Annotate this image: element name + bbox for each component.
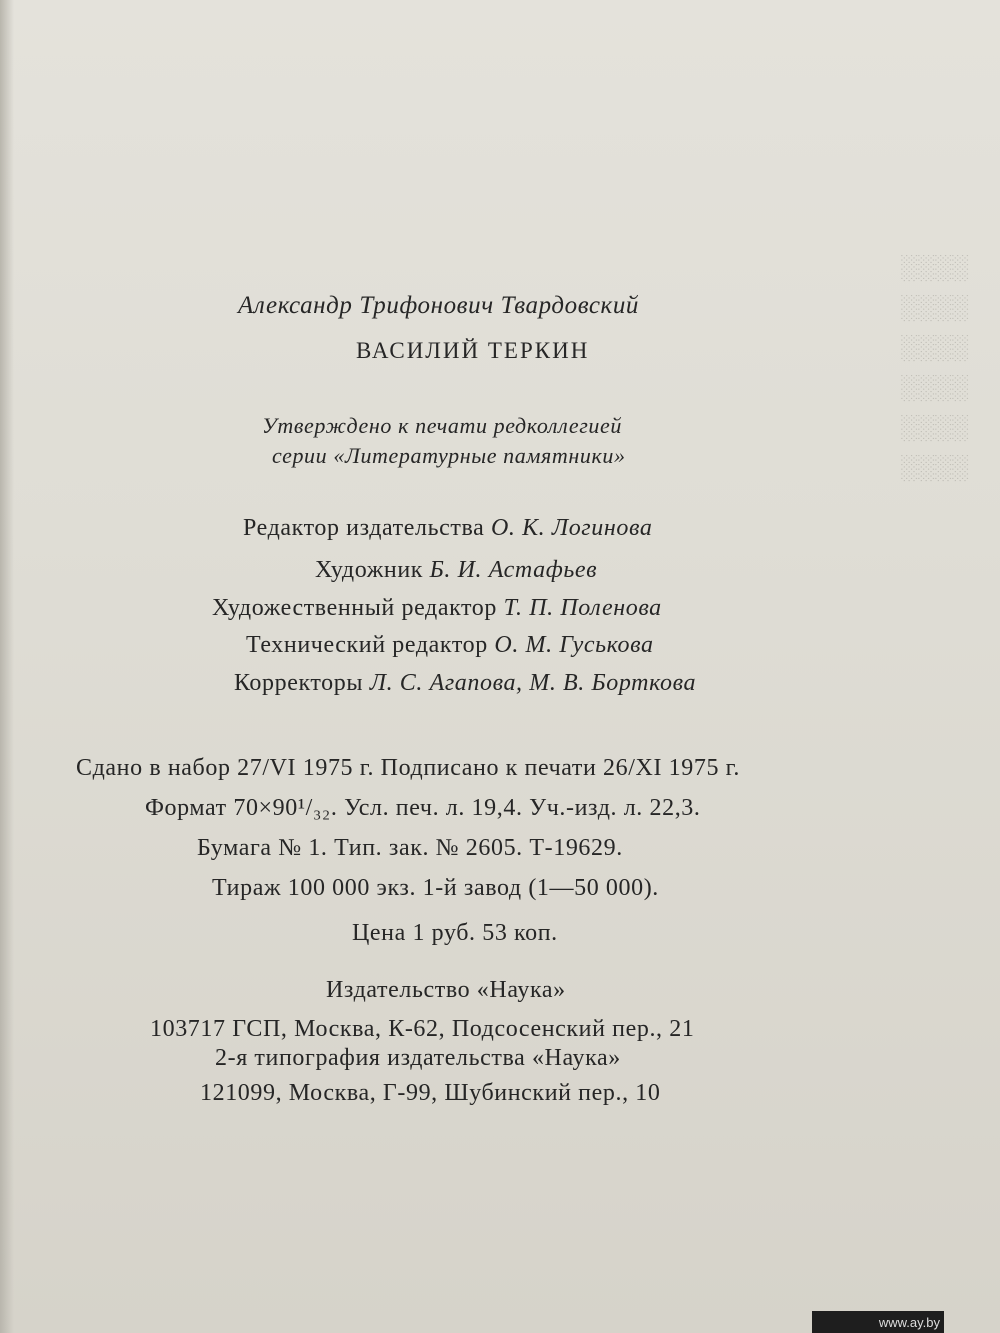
credit-line [212, 595, 662, 622]
credit-line [246, 632, 654, 659]
author-name: Александр Трифонович Твардовский [238, 292, 640, 319]
credit-name: Т. П. Поленова [503, 595, 662, 621]
credit-role: Редактор издательства [243, 515, 485, 541]
credit-name: Б. И. Астафьев [429, 557, 598, 583]
imprint-line-1: Сдано в набор 27/VI 1975 г. Подписано к печати 26/XI 1975 г. [76, 755, 740, 781]
credit-line [234, 670, 696, 697]
show-through-text: ░░░░ [900, 455, 969, 481]
imprint-line-2: Формат 70×90¹/₃₂. Усл. печ. л. 19,4. Уч.-изд. л. 22,3. [145, 795, 701, 821]
credit-role: Корректоры [234, 670, 364, 696]
show-through-text: ░░░░ [900, 415, 969, 441]
credit-line [315, 557, 597, 584]
imprint-line-4: Тираж 100 000 экз. 1-й завод (1—50 000). [212, 875, 659, 901]
show-through-text: ░░░░ [900, 255, 969, 281]
credit-line [243, 515, 652, 542]
credit-name: О. М. Гуськова [494, 632, 654, 658]
printer-address: 121099, Москва, Г-99, Шубинский пер., 10 [200, 1080, 661, 1106]
approval-line-1: Утверждено к печати редколлегией [262, 413, 622, 438]
credit-name: О. К. Логинова [490, 515, 653, 541]
credit-name: Л. С. Агапова, М. В. Борткова [369, 670, 697, 696]
printer-name: 2-я типография издательства «Наука» [215, 1045, 621, 1071]
show-through-text: ░░░░ [900, 375, 969, 401]
watermark-text: www.ay.by [878, 1315, 940, 1330]
book-title: ВАСИЛИЙ ТЕРКИН [356, 338, 590, 363]
approval-line-2: серии «Литературные памятники» [272, 443, 626, 468]
page-edge-shadow [0, 0, 14, 1333]
credit-role: Художник [315, 557, 424, 583]
credit-role: Художественный редактор [212, 595, 497, 621]
credit-role: Технический редактор [246, 632, 488, 658]
show-through-text: ░░░░ [900, 335, 969, 361]
price-line: Цена 1 руб. 53 коп. [352, 920, 558, 946]
publisher-address: 103717 ГСП, Москва, К-62, Подсосенский пер., 21 [150, 1016, 695, 1042]
show-through-text: ░░░░ [900, 295, 969, 321]
publisher-name: Издательство «Наука» [326, 977, 566, 1003]
imprint-line-3: Бумага № 1. Тип. зак. № 2605. Т-19629. [197, 835, 623, 861]
